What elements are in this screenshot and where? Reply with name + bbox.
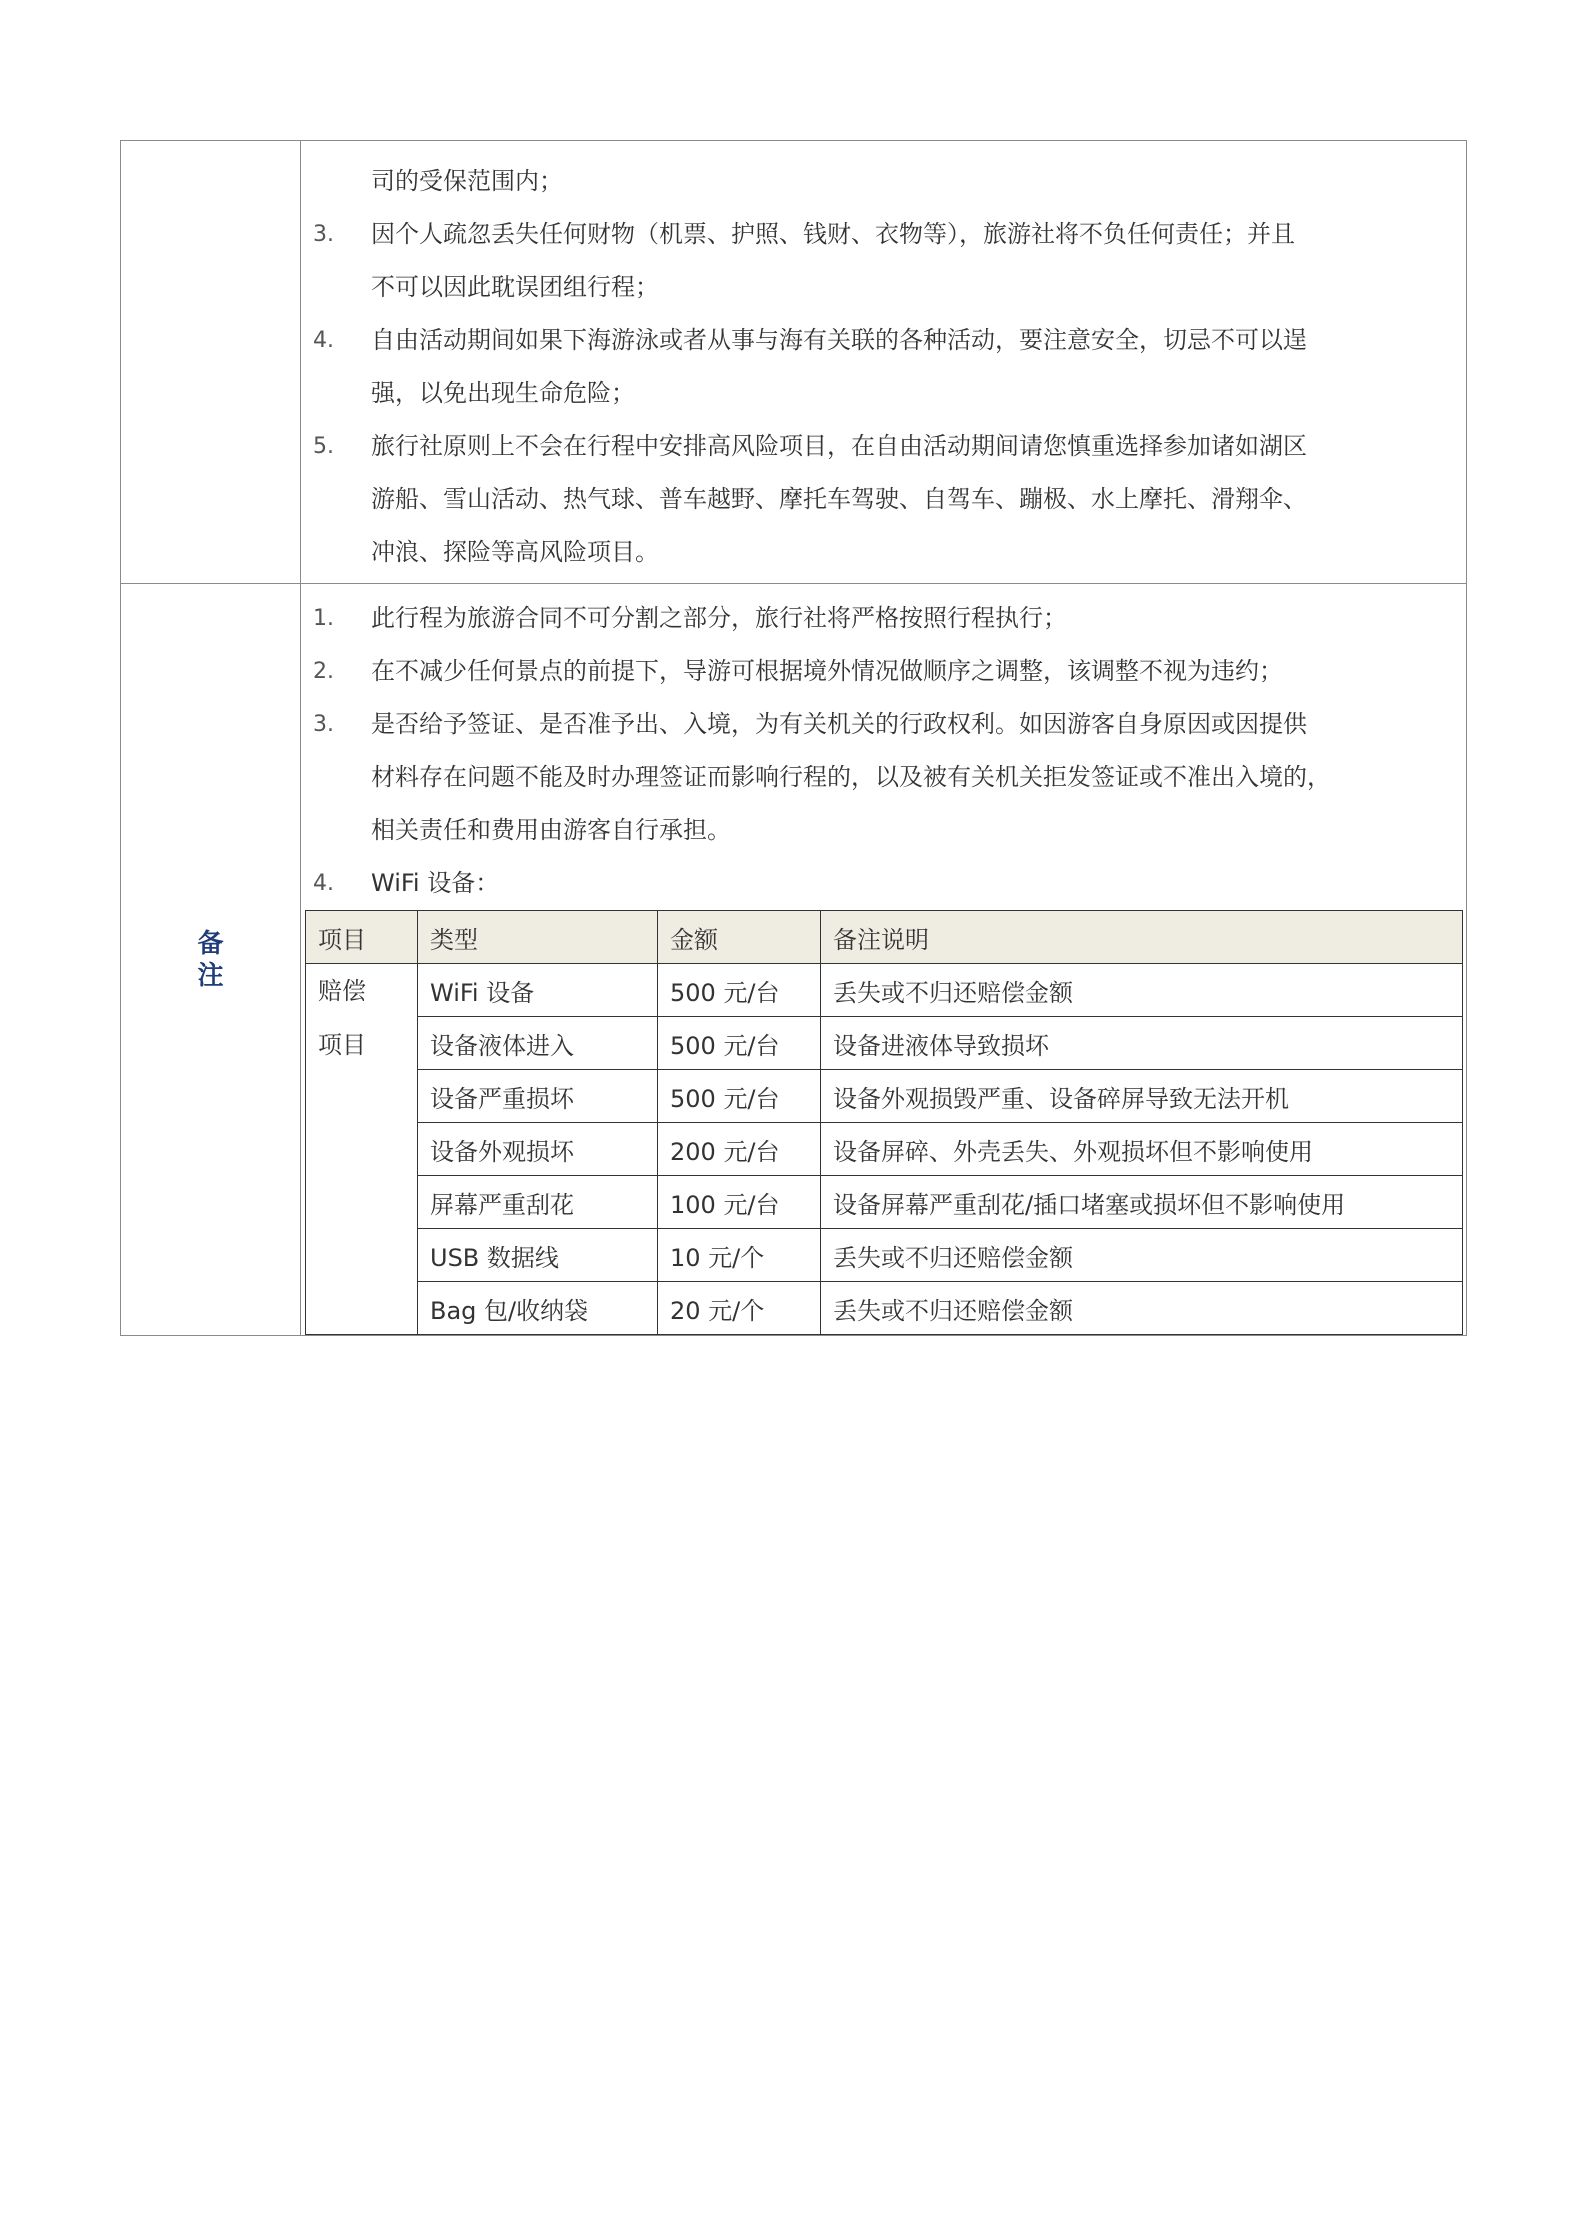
cell-amount: 10 元/个	[658, 1229, 821, 1282]
list-line: 相关责任和费用由游客自行承担。	[371, 816, 731, 844]
cell-amount: 200 元/台	[658, 1123, 821, 1176]
list-item	[309, 208, 1460, 314]
cell-type: 设备外观损坏	[418, 1123, 658, 1176]
list-line: 在不减少任何景点的前提下，导游可根据境外情况做顺序之调整，该调整不视为违约；	[371, 657, 1283, 685]
cell-note: 设备屏幕严重刮花/插口堵塞或损坏但不影响使用	[821, 1176, 1463, 1229]
itinerary-table	[120, 140, 1467, 1336]
table-row	[306, 1070, 1463, 1123]
header-note: 备注说明	[821, 911, 1463, 964]
list-number: 4.	[313, 328, 334, 353]
list-line: 材料存在问题不能及时办理签证而影响行程的，以及被有关机关拒发签证或不准出入境的，	[371, 763, 1331, 791]
list-number: 4.	[313, 871, 334, 896]
table-row	[306, 1123, 1463, 1176]
cell-type: 屏幕严重刮花	[418, 1176, 658, 1229]
cell-type: 设备严重损坏	[418, 1070, 658, 1123]
cell-note: 设备进液体导致损坏	[821, 1017, 1463, 1070]
remarks-label: 备注	[197, 928, 224, 991]
cell-type: Bag 包/收纳袋	[418, 1282, 658, 1335]
cell-amount: 20 元/个	[658, 1282, 821, 1335]
remarks-row	[121, 584, 1467, 1336]
list-line: WiFi 设备：	[371, 869, 500, 897]
list-line: 冲浪、探险等高风险项目。	[371, 538, 659, 566]
continuation-text: 司的受保范围内；	[371, 167, 563, 195]
remarks-label-cell	[121, 584, 301, 1336]
list-number: 3.	[313, 712, 334, 737]
cell-note: 设备屏碎、外壳丢失、外观损坏但不影响使用	[821, 1123, 1463, 1176]
list-item	[309, 420, 1460, 579]
list-line: 自由活动期间如果下海游泳或者从事与海有关联的各种活动，要注意安全，切忌不可以逞	[371, 326, 1307, 354]
list-item	[309, 857, 1460, 910]
cell-note: 丢失或不归还赔偿金额	[821, 1229, 1463, 1282]
table-row	[306, 1229, 1463, 1282]
cell-amount: 100 元/台	[658, 1176, 821, 1229]
list-line: 不可以因此耽误团组行程；	[371, 273, 659, 301]
cell-amount: 500 元/台	[658, 1017, 821, 1070]
list-number: 1.	[313, 606, 334, 631]
table-row	[306, 1282, 1463, 1335]
safety-notes-cell	[301, 141, 1467, 584]
table-header-row	[306, 911, 1463, 964]
header-item: 项目	[306, 911, 418, 964]
header-type: 类型	[418, 911, 658, 964]
list-number: 2.	[313, 659, 334, 684]
list-line: 游船、雪山活动、热气球、普车越野、摩托车驾驶、自驾车、蹦极、水上摩托、滑翔伞、	[371, 485, 1307, 513]
list-item	[309, 592, 1460, 645]
header-amount: 金额	[658, 911, 821, 964]
table-row	[306, 964, 1463, 1017]
cell-note: 设备外观损毁严重、设备碎屏导致无法开机	[821, 1070, 1463, 1123]
safety-notes-row	[121, 141, 1467, 584]
list-number: 5.	[313, 434, 334, 459]
cell-type: 设备液体进入	[418, 1017, 658, 1070]
list-line: 此行程为旅游合同不可分割之部分，旅行社将严格按照行程执行；	[371, 604, 1067, 632]
list-item	[309, 698, 1460, 857]
cell-amount: 500 元/台	[658, 1070, 821, 1123]
cell-amount: 500 元/台	[658, 964, 821, 1017]
list-number: 3.	[313, 222, 334, 247]
table-row	[306, 1017, 1463, 1070]
wifi-compensation-table	[305, 910, 1463, 1335]
list-line: 强，以免出现生命危险；	[371, 379, 635, 407]
cell-type: WiFi 设备	[418, 964, 658, 1017]
list-line: 是否给予签证、是否准予出、入境，为有关机关的行政权利。如因游客自身原因或因提供	[371, 710, 1307, 738]
group-label-line: 项目	[318, 1031, 366, 1059]
list-item	[309, 645, 1460, 698]
empty-label-cell	[121, 141, 301, 584]
cell-type: USB 数据线	[418, 1229, 658, 1282]
table-row	[306, 1176, 1463, 1229]
compensation-group-label	[306, 964, 418, 1335]
remarks-cell	[301, 584, 1467, 1336]
list-line: 旅行社原则上不会在行程中安排高风险项目，在自由活动期间请您慎重选择参加诸如湖区	[371, 432, 1307, 460]
group-label-line: 赔偿	[318, 977, 366, 1005]
list-line: 因个人疏忽丢失任何财物（机票、护照、钱财、衣物等），旅游社将不负任何责任；并且	[371, 220, 1295, 248]
list-item	[309, 314, 1460, 420]
cell-note: 丢失或不归还赔偿金额	[821, 964, 1463, 1017]
cell-note: 丢失或不归还赔偿金额	[821, 1282, 1463, 1335]
